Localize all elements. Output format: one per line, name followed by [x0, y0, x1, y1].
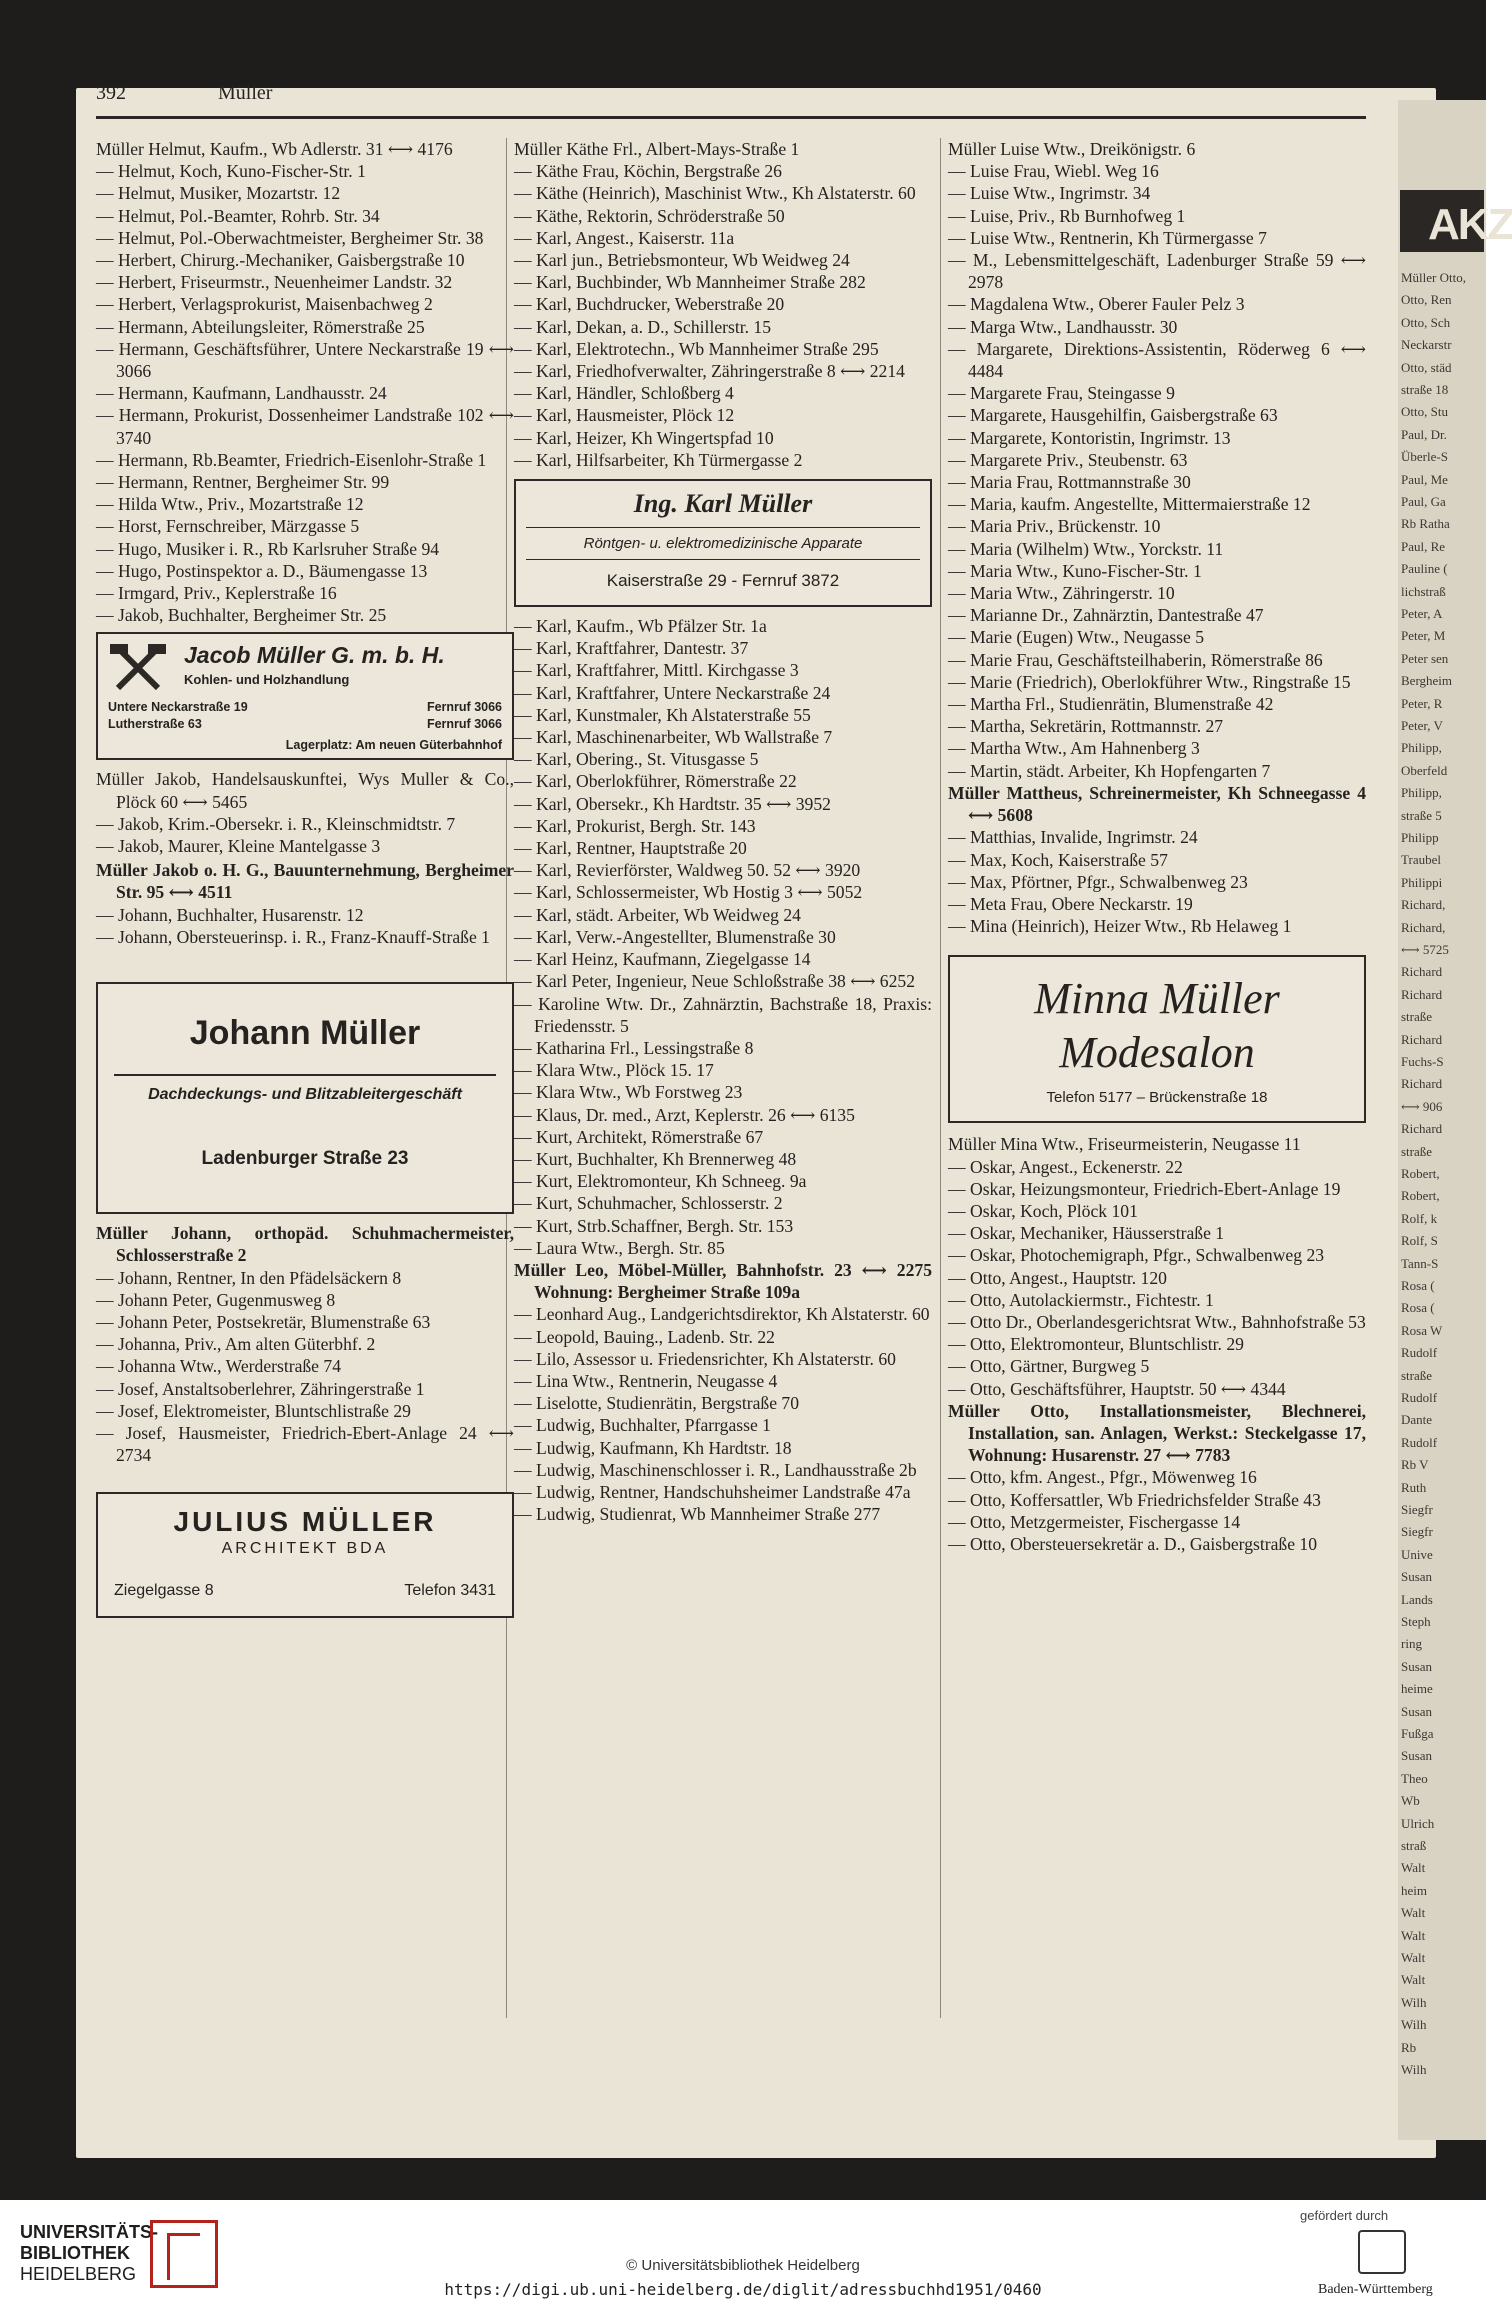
advert-subtitle: Röntgen- u. elektromedizinische Apparate: [583, 535, 863, 553]
adjacent-page-line: Peter, V: [1401, 718, 1443, 733]
adjacent-page-line: Wb: [1401, 1793, 1420, 1809]
adjacent-page-line: Walt: [1401, 1927, 1426, 1943]
adjacent-page-line: Otto, Stu: [1401, 404, 1448, 420]
directory-entry: — Max, Koch, Kaiserstraße 57: [948, 849, 1168, 870]
adjacent-page-edge: [1398, 100, 1512, 2140]
directory-entry: — Maria Priv., Brückenstr. 10: [948, 516, 1161, 537]
directory-entry: — Hermann, Rentner, Bergheimer Str. 99: [96, 472, 390, 493]
directory-entry: — Josef, Elektromeister, Bluntschlistraße 29: [96, 1400, 411, 1421]
directory-entry: — Herbert, Verlagsprokurist, Maisenbachweg 2: [96, 294, 433, 315]
directory-entry: — Karl, Kunstmaler, Kh Alstaterstraße 55: [514, 704, 811, 725]
page-header: [96, 82, 1366, 116]
directory-entry: — Ludwig, Kaufmann, Kh Hardtstr. 18: [514, 1437, 792, 1458]
directory-entry: — Ludwig, Studienrat, Wb Mannheimer Straße 277: [514, 1504, 881, 1525]
page-number: 392: [96, 82, 126, 104]
directory-entry: — Johann, Rentner, In den Pfädelsäckern 8: [96, 1267, 402, 1288]
adjacent-page-line: straße 18: [1401, 382, 1449, 397]
adjacent-page-line: heime: [1401, 1681, 1433, 1697]
advert-rule: [526, 559, 920, 560]
adjacent-page-line: Pauline (: [1401, 561, 1448, 577]
adjacent-page-line: Peter, A: [1401, 606, 1443, 621]
logo-line: BIBLIOTHEK: [20, 2243, 130, 2263]
advert-julius-mueller: [96, 1492, 514, 1618]
directory-entry: Müller Johann, orthopäd. Schuhmachermeister, Schlosserstraße 2: [96, 1223, 514, 1266]
directory-entry: — Irmgard, Priv., Keplerstraße 16: [96, 583, 337, 604]
library-logo-text[interactable]: [20, 2222, 158, 2285]
advert-phone: Fernruf 3066: [426, 717, 502, 732]
advert-address: Telefon 5177 – Brückenstraße 18: [1046, 1089, 1268, 1107]
directory-entry: — Otto, kfm. Angest., Pfgr., Möwenweg 16: [948, 1467, 1257, 1488]
advert-address: Lutherstraße 63: [108, 717, 202, 732]
adjacent-page-line: Susan: [1401, 1748, 1433, 1764]
directory-entry: — Matthias, Invalide, Ingrimstr. 24: [948, 827, 1198, 848]
directory-entry: — Oskar, Koch, Plöck 101: [948, 1200, 1138, 1221]
adjacent-page-line: Rudolf: [1401, 1390, 1438, 1405]
adjacent-page-tab-label: AKZ: [1428, 200, 1512, 249]
advert-subtitle: Dachdeckungs- und Blitzableitergeschäft: [148, 1086, 462, 1104]
adjacent-page-line: Robert,: [1401, 1166, 1440, 1181]
state-coat-of-arms-icon[interactable]: [1358, 2230, 1406, 2274]
adjacent-page-line: Walt: [1401, 1972, 1426, 1988]
directory-entry: — Marga Wtw., Landhausstr. 30: [948, 316, 1178, 337]
advert-phone: Telefon 3431: [404, 1582, 496, 1600]
adjacent-page-line: Bergheim: [1401, 673, 1453, 689]
adjacent-page-line: Richard: [1401, 1121, 1443, 1137]
advert-karl-mueller: [514, 479, 932, 607]
directory-entry: — M., Lebensmittelgeschäft, Ladenburger Straße 59 ⟷ 2978: [948, 250, 1366, 293]
adjacent-page-line: straße: [1401, 1367, 1433, 1383]
directory-column-1: [96, 138, 514, 1626]
permalink[interactable]: https://digi.ub.uni-heidelberg.de/diglit/adressbuchhd1951/0460: [444, 2280, 1042, 2299]
adjacent-page-line: Peter, R: [1401, 695, 1443, 711]
directory-entry: — Karl, Kraftfahrer, Untere Neckarstraße 24: [514, 682, 831, 703]
directory-entry: Müller Käthe Frl., Albert-Mays-Straße 1: [514, 139, 800, 159]
advert-subtitle: Modesalon: [1059, 1028, 1255, 1078]
funder-name: Baden-Württemberg: [1318, 2282, 1433, 2297]
advert-rule: [526, 527, 920, 528]
adjacent-page-line: Rb V: [1401, 1457, 1429, 1473]
directory-entry: — Otto, Geschäftsführer, Hauptstr. 50 ⟷ 4344: [948, 1378, 1286, 1399]
adjacent-page-line: Robert,: [1401, 1188, 1440, 1204]
adjacent-page-line: Müller Otto,: [1401, 270, 1466, 285]
adjacent-page-line: Walt: [1401, 1950, 1426, 1965]
adjacent-page-line: Rudolf: [1401, 1345, 1438, 1361]
adjacent-page-line: Richard: [1401, 1031, 1443, 1047]
adjacent-page-line: Überle-S: [1401, 449, 1448, 465]
advert-yard: Lagerplatz: Am neuen Güterbahnhof: [285, 738, 502, 753]
directory-entry: Müller Mattheus, Schreinermeister, Kh Schneegasse 4 ⟷ 5608: [948, 782, 1366, 826]
directory-entry: — Herbert, Chirurg.-Mechaniker, Gaisbergstraße 10: [96, 250, 465, 271]
directory-entry: — Meta Frau, Obere Neckarstr. 19: [948, 893, 1193, 914]
directory-entry: — Karl, Prokurist, Bergh. Str. 143: [514, 815, 756, 836]
advert-address-row: [108, 717, 502, 731]
directory-entry: — Maria Frau, Rottmannstraße 30: [948, 472, 1191, 493]
running-head: Müller: [218, 82, 273, 104]
adjacent-page-line: Susan: [1401, 1703, 1433, 1719]
directory-entry: — Karl, Angest., Kaiserstr. 11a: [514, 227, 735, 248]
directory-entry: — Horst, Fernschreiber, Märzgasse 5: [96, 516, 360, 537]
adjacent-page-line: Rb: [1401, 2039, 1417, 2055]
directory-entry: — Otto, Metzgermeister, Fischergasse 14: [948, 1511, 1241, 1532]
directory-entry: Müller Mina Wtw., Friseurmeisterin, Neugasse 11: [948, 1134, 1301, 1155]
adjacent-page-line: Philipp: [1401, 830, 1439, 845]
directory-entry: — Käthe Frau, Köchin, Bergstraße 26: [514, 161, 782, 182]
adjacent-page-line: Fuchs-S: [1401, 1054, 1444, 1069]
logo-line: UNIVERSITÄTS-: [20, 2222, 159, 2242]
directory-entry: — Martha Wtw., Am Hahnenberg 3: [948, 738, 1200, 759]
advert-minna-mueller: [948, 955, 1366, 1123]
adjacent-page-line: Paul, Ga: [1401, 494, 1446, 509]
directory-entry: — Johann Peter, Gugenmusweg 8: [96, 1289, 336, 1310]
directory-entry: — Herbert, Friseurmstr., Neuenheimer Landstr. 32: [96, 272, 453, 293]
advert-title: Ing. Karl Müller: [633, 489, 813, 519]
adjacent-page-line: straß: [1401, 1838, 1427, 1853]
directory-entry: — Karl, Heizer, Kh Wingertspfad 10: [514, 427, 774, 448]
adjacent-page-line: Otto, Ren: [1401, 292, 1452, 308]
adjacent-page-line: Lands: [1401, 1591, 1433, 1607]
logo-line: HEIDELBERG: [20, 2264, 137, 2284]
adjacent-page-line: heim: [1401, 1882, 1427, 1898]
directory-entry: — Otto, Koffersattler, Wb Friedrichsfelder Straße 43: [948, 1489, 1321, 1510]
adjacent-page-line: Peter sen: [1401, 650, 1449, 666]
directory-entry: — Karl, Buchbinder, Wb Mannheimer Straße 282: [514, 272, 866, 293]
copyright-notice: © Universitätsbibliothek Heidelberg: [626, 2257, 860, 2274]
adjacent-page-line: straße: [1401, 1009, 1433, 1025]
directory-entry: — Marie Frau, Geschäftsteilhaberin, Römerstraße 86: [948, 649, 1323, 670]
directory-entry: — Karl jun., Betriebsmonteur, Wb Weidweg 24: [514, 250, 850, 271]
directory-entry: — Margarete, Kontoristin, Ingrimstr. 13: [948, 427, 1231, 448]
directory-entry: — Maria, kaufm. Angestellte, Mittermaierstraße 12: [948, 494, 1311, 515]
directory-entry: — Lilo, Assessor u. Friedensrichter, Kh Alstaterstr. 60: [514, 1348, 896, 1369]
adjacent-page-line: Philipp,: [1401, 785, 1442, 801]
crossed-hammers-icon: [108, 644, 168, 694]
directory-entry: — Margarete Frau, Steingasse 9: [948, 383, 1175, 404]
directory-entry: — Hermann, Geschäftsführer, Untere Neckarstraße 19 ⟷ 3066: [96, 338, 514, 382]
adjacent-page-line: Oberfeld: [1401, 762, 1448, 778]
directory-entry: Müller Otto, Installationsmeister, Blechnerei, Installation, san. Anlagen, Werkst.: Steckelgasse 17, Wohnung: Husarenstr. 27 ⟷ 7783: [948, 1400, 1366, 1466]
adjacent-page-line: Richard: [1401, 986, 1443, 1002]
directory-entry: — Ludwig, Maschinenschlosser i. R., Landhausstraße 2b: [514, 1459, 917, 1480]
directory-entry: — Marie (Eugen) Wtw., Neugasse 5: [948, 627, 1205, 648]
directory-entry: — Karl, Buchdrucker, Weberstraße 20: [514, 294, 785, 315]
adjacent-page-line: Tann-S: [1401, 1255, 1439, 1271]
directory-entry: Müller Jakob, Handelsauskunftei, Wys Muller & Co., Plöck 60 ⟷ 5465: [96, 769, 514, 812]
adjacent-page-line: Rosa W: [1401, 1322, 1443, 1338]
directory-entry: — Oskar, Heizungsmonteur, Friedrich-Ebert-Anlage 19: [948, 1178, 1341, 1199]
adjacent-page-line: ⟷ 906: [1401, 1098, 1443, 1114]
directory-entry: — Hermann, Kaufmann, Landhausstr. 24: [96, 383, 387, 404]
advert-title: Johann Müller: [189, 1014, 421, 1053]
directory-entry: — Otto, Elektromonteur, Bluntschlistr. 29: [948, 1334, 1244, 1355]
directory-entry: — Otto, Autolackiermstr., Fichtestr. 1: [948, 1289, 1214, 1310]
directory-column-2: [514, 138, 932, 1525]
directory-entry: — Kurt, Schuhmacher, Schlosserstr. 2: [514, 1193, 783, 1214]
directory-entry: — Margarete, Direktions-Assistentin, Röderweg 6 ⟷ 4484: [948, 338, 1366, 382]
directory-entry: — Johanna Wtw., Werderstraße 74: [96, 1356, 341, 1377]
adjacent-page-line: Walt: [1401, 1905, 1426, 1921]
advert-subtitle: ARCHITEKT BDA: [221, 1540, 389, 1558]
directory-entry: — Lina Wtw., Rentnerin, Neugasse 4: [514, 1370, 778, 1391]
directory-entry: — Max, Pförtner, Pfgr., Schwalbenweg 23: [948, 871, 1248, 892]
adjacent-page-line: Rudolf: [1401, 1434, 1438, 1450]
adjacent-page-line: Otto, Sch: [1401, 314, 1451, 330]
directory-entry: — Otto, Obersteuersekretär a. D., Gaisbergstraße 10: [948, 1533, 1318, 1554]
directory-entry: — Karl, Obering., St. Vitusgasse 5: [514, 749, 759, 770]
directory-entry: — Hermann, Prokurist, Dossenheimer Landstraße 102 ⟷ 3740: [96, 405, 514, 448]
directory-entry: — Maria Wtw., Kuno-Fischer-Str. 1: [948, 560, 1202, 581]
adjacent-page-line: Philippi: [1401, 874, 1443, 890]
adjacent-page-line: Paul, Re: [1401, 538, 1446, 554]
directory-entry: — Kurt, Elektromonteur, Kh Schneeg. 9a: [514, 1171, 807, 1192]
advert-phone: Fernruf 3066: [426, 700, 502, 715]
adjacent-page-line: ring: [1401, 1636, 1422, 1652]
adjacent-page-line: lichstraß: [1401, 583, 1446, 599]
directory-entry: — Marie (Friedrich), Oberlokführer Wtw., Ringstraße 15: [948, 671, 1351, 692]
directory-entry: — Leopold, Bauing., Ladenb. Str. 22: [514, 1326, 775, 1347]
adjacent-page-line: straße 5: [1401, 807, 1442, 823]
directory-entry: — Margarete, Hausgehilfin, Gaisbergstraße 63: [948, 405, 1278, 426]
advert-address: Untere Neckarstraße 19: [108, 700, 248, 715]
library-logo-icon[interactable]: [150, 2220, 218, 2288]
directory-entry: — Martin, städt. Arbeiter, Kh Hopfengarten 7: [948, 760, 1271, 781]
adjacent-page-line: Rolf, k: [1401, 1210, 1438, 1226]
directory-entry: — Karl, Friedhofverwalter, Zähringerstraße 8 ⟷ 2214: [514, 361, 905, 382]
directory-entry: — Karl, Elektrotechn., Wb Mannheimer Straße 295: [514, 338, 879, 359]
directory-entry: — Klara Wtw., Plöck 15. 17: [514, 1060, 714, 1081]
directory-entry: — Luise, Priv., Rb Burnhofweg 1: [948, 205, 1186, 226]
directory-entry: — Luise Wtw., Rentnerin, Kh Türmergasse 7: [948, 227, 1267, 248]
adjacent-page-line: Susan: [1401, 1569, 1433, 1585]
directory-entry: — Josef, Hausmeister, Friedrich-Ebert-Anlage 24 ⟷ 2734: [96, 1422, 514, 1466]
directory-entry: — Helmut, Pol.-Oberwachtmeister, Bergheimer Str. 38: [96, 227, 484, 248]
advert-title: Minna Müller: [1034, 974, 1280, 1024]
header-rule: [96, 116, 1366, 119]
directory-entry: — Jakob, Buchhalter, Bergheimer Str. 25: [96, 605, 387, 626]
directory-entry: — Karl, Maschinenarbeiter, Wb Wallstraße 7: [514, 727, 833, 748]
directory-entry: — Johanna, Priv., Am alten Güterbhf. 2: [96, 1334, 376, 1355]
adjacent-page-line: Rosa (: [1401, 1278, 1435, 1293]
advert-address: Kaiserstraße 29 - Fernruf 3872: [606, 571, 840, 591]
adjacent-page-line: Rolf, S: [1401, 1233, 1438, 1249]
directory-entry: — Karl, Hausmeister, Plöck 12: [514, 405, 735, 426]
adjacent-page-line: Paul, Me: [1401, 471, 1448, 487]
adjacent-page-line: Neckarstr: [1401, 337, 1452, 353]
advert-address: Ladenburger Straße 23: [201, 1148, 409, 1170]
directory-entry: — Oskar, Mechaniker, Häusserstraße 1: [948, 1223, 1225, 1244]
advert-title: JULIUS MÜLLER: [173, 1506, 437, 1538]
directory-entry: — Karl, Obersekr., Kh Hardtstr. 35 ⟷ 3952: [514, 793, 831, 814]
directory-entry: — Maria Wtw., Zähringerstr. 10: [948, 583, 1175, 604]
directory-entry: — Johann Peter, Postsekretär, Blumenstraße 63: [96, 1311, 431, 1332]
directory-entry: — Jakob, Krim.-Obersekr. i. R., Kleinschmidtstr. 7: [96, 813, 456, 834]
directory-entry: — Klaus, Dr. med., Arzt, Keplerstr. 26 ⟷ 6135: [514, 1104, 855, 1125]
directory-entry: — Klara Wtw., Wb Forstweg 23: [514, 1082, 743, 1103]
directory-entry: — Oskar, Photochemigraph, Pfgr., Schwalbenweg 23: [948, 1245, 1325, 1266]
directory-entry: — Kurt, Buchhalter, Kh Brennerweg 48: [514, 1148, 797, 1169]
directory-entry: — Hugo, Postinspektor a. D., Bäumengasse 13: [96, 560, 428, 581]
directory-entry: — Leonhard Aug., Landgerichtsdirektor, Kh Alstaterstr. 60: [514, 1304, 930, 1325]
directory-entry: — Karl Peter, Ingenieur, Neue Schloßstraße 38 ⟷ 6252: [514, 971, 915, 992]
adjacent-page-line: ⟷ 5725: [1401, 942, 1449, 957]
column-divider: [940, 138, 941, 2018]
adjacent-page-line: Dante: [1401, 1412, 1433, 1428]
adjacent-page-line: Fußga: [1401, 1726, 1434, 1741]
directory-entry: — Josef, Anstaltsoberlehrer, Zähringerstraße 1: [96, 1378, 425, 1399]
adjacent-page-line: Rb Ratha: [1401, 516, 1450, 532]
directory-entry: — Helmut, Pol.-Beamter, Rohrb. Str. 34: [96, 205, 380, 226]
directory-entry: — Johann, Obersteuerinsp. i. R., Franz-Knauff-Straße 1: [96, 926, 490, 947]
advert-jacob-mueller: [96, 632, 514, 760]
adjacent-page-line: Richard,: [1401, 897, 1446, 913]
adjacent-page-line: Otto, städ: [1401, 359, 1452, 375]
adjacent-page-line: Rosa (: [1401, 1300, 1435, 1316]
directory-entry: — Luise Frau, Wiebl. Weg 16: [948, 161, 1159, 182]
adjacent-page-line: Theo: [1401, 1770, 1428, 1786]
directory-entry: — Luise Wtw., Ingrimstr. 34: [948, 183, 1151, 204]
directory-entry: — Karl, Rentner, Hauptstraße 20: [514, 838, 747, 859]
adjacent-page-line: Wilh: [1401, 2062, 1427, 2077]
directory-entry: — Karl, Kraftfahrer, Mittl. Kirchgasse 3: [514, 660, 799, 681]
directory-entry: — Karl, Dekan, a. D., Schillerstr. 15: [514, 316, 772, 337]
directory-entry: — Kurt, Strb.Schaffner, Bergh. Str. 153: [514, 1215, 794, 1236]
adjacent-page-line: Traubel: [1401, 852, 1441, 868]
directory-entry: — Karl, Hilfsarbeiter, Kh Türmergasse 2: [514, 449, 803, 470]
adjacent-page-line: straße: [1401, 1143, 1433, 1159]
directory-entry: Müller Jakob o. H. G., Bauunternehmung, Bergheimer Str. 95 ⟷ 4511: [96, 860, 514, 903]
advert-address-row: [108, 700, 502, 714]
advert-subtitle: Kohlen- und Holzhandlung: [184, 672, 350, 688]
directory-entry: — Mina (Heinrich), Heizer Wtw., Rb Helaweg 1: [948, 916, 1292, 937]
directory-entry: — Karl, städt. Arbeiter, Wb Weidweg 24: [514, 904, 801, 925]
directory-entry: — Karl, Kraftfahrer, Dantestr. 37: [514, 638, 749, 659]
adjacent-page-line: Wilh: [1401, 1994, 1427, 2010]
directory-entry: — Karl, Schlossermeister, Wb Hostig 3 ⟷ 5052: [514, 882, 863, 903]
directory-entry: — Hermann, Abteilungsleiter, Römerstraße 25: [96, 316, 425, 337]
directory-entry: — Margarete Priv., Steubenstr. 63: [948, 449, 1188, 470]
adjacent-page-line: Steph: [1401, 1614, 1431, 1629]
adjacent-page-line: Richard: [1401, 1076, 1443, 1092]
directory-entry: Müller Leo, Möbel-Müller, Bahnhofstr. 23 ⟷ 2275 Wohnung: Bergheimer Straße 109a: [514, 1259, 932, 1303]
directory-entry: — Martha, Sekretärin, Rottmannstr. 27: [948, 716, 1224, 737]
adjacent-page-line: Walt: [1401, 1860, 1426, 1876]
adjacent-page-line: Wilh: [1401, 2017, 1427, 2033]
directory-entry: — Kurt, Architekt, Römerstraße 67: [514, 1126, 764, 1147]
directory-entry: — Helmut, Koch, Kuno-Fischer-Str. 1: [96, 161, 366, 182]
adjacent-page-line: Ulrich: [1401, 1815, 1435, 1831]
directory-entry: Müller Helmut, Kaufm., Wb Adlerstr. 31 ⟷ 4176: [96, 139, 453, 159]
directory-entry: — Karl, Revierförster, Waldweg 50. 52 ⟷ 3920: [514, 860, 861, 881]
adjacent-page-line: Richard: [1401, 964, 1443, 980]
advert-title: Jacob Müller G. m. b. H.: [184, 642, 445, 669]
directory-entry: — Ludwig, Buchhalter, Pfarrgasse 1: [514, 1415, 771, 1436]
directory-entry: — Hilda Wtw., Priv., Mozartstraße 12: [96, 494, 364, 515]
directory-entry: — Oskar, Angest., Eckenerstr. 22: [948, 1156, 1183, 1177]
directory-entry: — Karl, Kaufm., Wb Pfälzer Str. 1a: [514, 616, 767, 637]
advert-johann-mueller: [96, 982, 514, 1214]
directory-entry: — Hugo, Musiker i. R., Rb Karlsruher Straße 94: [96, 538, 440, 559]
adjacent-page-line: Ruth: [1401, 1479, 1427, 1495]
adjacent-page-line: Siegfr: [1401, 1502, 1433, 1517]
directory-entry: — Hermann, Rb.Beamter, Friedrich-Eisenlohr-Straße 1: [96, 449, 487, 470]
directory-entry: Müller Luise Wtw., Dreikönigstr. 6: [948, 139, 1196, 159]
funding-label: gefördert durch: [1300, 2208, 1389, 2223]
directory-entry: — Karl, Händler, Schloßberg 4: [514, 383, 734, 404]
adjacent-page-line: Siegfr: [1401, 1524, 1433, 1540]
directory-entry: — Liselotte, Studienrätin, Bergstraße 70: [514, 1393, 800, 1414]
directory-entry: — Marianne Dr., Zahnärztin, Dantestraße 47: [948, 605, 1264, 626]
adjacent-page-line: Philipp,: [1401, 740, 1442, 756]
directory-entry: — Ludwig, Rentner, Handschuhsheimer Landstraße 47a: [514, 1481, 911, 1502]
adjacent-page-line: Paul, Dr.: [1401, 426, 1447, 442]
directory-entry: — Jakob, Maurer, Kleine Mantelgasse 3: [96, 836, 381, 857]
adjacent-page-line: Unive: [1401, 1546, 1433, 1562]
directory-entry: — Otto Dr., Oberlandesgerichtsrat Wtw., Bahnhofstraße 53: [948, 1311, 1366, 1332]
directory-entry: — Käthe, Rektorin, Schröderstraße 50: [514, 205, 785, 226]
directory-entry: — Karl Heinz, Kaufmann, Ziegelgasse 14: [514, 949, 811, 970]
directory-entry: — Karl, Verw.-Angestellter, Blumenstraße 30: [514, 926, 836, 947]
directory-entry: — Karl, Oberlokführer, Römerstraße 22: [514, 771, 797, 792]
adjacent-page-line: Peter, M: [1401, 628, 1446, 644]
directory-entry: — Martha Frl., Studienrätin, Blumenstraße 42: [948, 694, 1274, 715]
advert-address: Ziegelgasse 8: [114, 1582, 214, 1600]
directory-entry: — Katharina Frl., Lessingstraße 8: [514, 1037, 754, 1058]
adjacent-page-line: Susan: [1401, 1658, 1433, 1674]
directory-entry: — Laura Wtw., Bergh. Str. 85: [514, 1237, 725, 1258]
directory-entry: — Otto, Angest., Hauptstr. 120: [948, 1267, 1167, 1288]
directory-entry: — Magdalena Wtw., Oberer Fauler Pelz 3: [948, 294, 1245, 315]
adjacent-page-line: Richard,: [1401, 919, 1446, 935]
directory-entry: — Maria (Wilhelm) Wtw., Yorckstr. 11: [948, 538, 1224, 559]
directory-entry: — Helmut, Musiker, Mozartstr. 12: [96, 183, 341, 204]
directory-entry: — Otto, Gärtner, Burgweg 5: [948, 1356, 1150, 1377]
advert-rule: [114, 1074, 496, 1076]
directory-column-3: [948, 138, 1366, 1555]
directory-entry: — Karoline Wtw. Dr., Zahnärztin, Bachstraße 18, Praxis: Friedensstr. 5: [514, 993, 932, 1036]
directory-entry: — Johann, Buchhalter, Husarenstr. 12: [96, 904, 364, 925]
directory-entry: — Käthe (Heinrich), Maschinist Wtw., Kh Alstaterstr. 60: [514, 183, 916, 204]
